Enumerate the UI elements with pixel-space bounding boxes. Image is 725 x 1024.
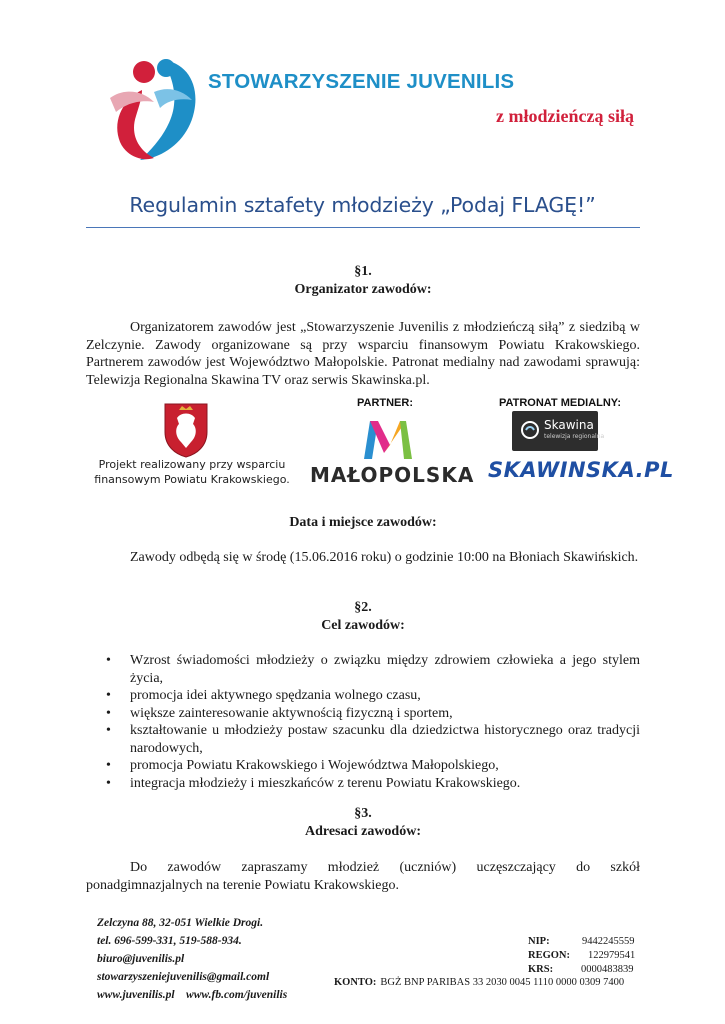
juvenilis-logo [102,50,202,165]
footer-web[interactable]: www.juvenilis.pl www.fb.com/juvenilis [97,989,288,1001]
section1-number: §1. [354,264,372,279]
section3-paragraph [86,859,640,894]
section2-number: §2. [354,600,372,615]
date-place-text: Zawody odbędą się w środę (15.06.2016 roku) o godzinie 10:00 na Błoniach Skawińskich. [130,550,639,565]
powiat-caption-line1: Projekt realizowany przy wsparciu [98,458,286,471]
org-tagline: z młodzieńczą siłą [496,106,634,126]
powiat-caption-line2: finansowym Powiatu Krakowskiego. [94,473,290,486]
konto-label: KONTO: [334,977,377,988]
list-item: • Wzrost świadomości młodzieży o związku między zdrowiem człowieka a jego stylem życia, [106,653,640,686]
org-name: STOWARZYSZENIE JUVENILIS [208,70,515,93]
section2-heading: Cel zawodów: [321,618,405,633]
section1-heading: Organizator zawodów: [294,282,432,297]
goals-list [86,652,640,792]
footer-contact [97,914,287,1004]
tv-swirl-icon [520,420,540,440]
powiat-caption [86,457,298,487]
powiat-crest-icon [163,402,209,458]
list-item: • kształtowanie u młodzieży postaw szacunku dla dziedzictwa historycznego oraz tradycji narodowych, [106,723,640,756]
konto-row [334,972,624,990]
list-item: • promocja idei aktywnego spędzania wolnego czasu, [106,688,421,703]
title-underline [86,227,640,228]
krs-value: 0000483839 [581,964,634,975]
media-patron-label: PATRONAT MEDIALNY: [498,397,621,409]
list-item: • większe zainteresowanie aktywnością fizyczną i sportem, [106,705,453,721]
date-place-heading: Data i miejsce zawodów: [289,515,437,530]
section3-heading: Adresaci zawodów: [304,824,421,839]
nip-label: NIP: [528,936,550,947]
section3-text: Do zawodów zapraszamy młodzież (uczniów) uczęszczający do szkół ponadgimnazjalnych na terenie Powiatu Krakowskiego. [86,860,640,893]
footer-email[interactable]: biuro@juvenilis.pl [97,953,185,965]
section1-paragraph [86,319,640,389]
konto-value: BGŻ BNP PARIBAS 33 2030 0045 1110 0000 0309 7400 [380,977,625,988]
malopolska-mark-icon [362,415,414,461]
regon-label: REGON: [528,950,570,961]
skawina-tv-name: Skawina [544,418,594,432]
section1-text: Organizatorem zawodów jest „Stowarzyszenie Juvenilis z młodzieńczą siłą” z siedzibą w Zelczynie. Zawody organizowane są przy wsparciu finansowym Powiatu Krakowskiego. Partnerem zawodów jest Województwo Małopolskie. Patronat medialny nad zawodami sprawują: Telewizja Regionalna Skawina TV oraz serwis Skawinska.pl. [86,320,640,388]
skawina-tv-subtitle: telewizja regionalna [544,433,605,440]
list-item: • promocja Powiatu Krakowskiego i Województwa Małopolskiego, [106,758,499,773]
nip-value: 9442245559 [582,936,635,947]
footer-phone: tel. 696-599-331, 519-588-934. [97,935,242,947]
partner-label: PARTNER: [356,397,413,409]
regon-value: 122979541 [588,950,636,961]
malopolska-wordmark: MAŁOPOLSKA [310,463,475,487]
list-item: • integracja młodzieży i mieszkańców z terenu Powiatu Krakowskiego. [106,775,521,791]
krs-label: KRS: [528,964,554,975]
skawinska-wordmark: SKAWINSKA.PL [488,458,674,482]
section3-number: §3. [354,806,372,821]
document-title: Regulamin sztafety młodzieży „Podaj FLAGĘ!” [129,193,596,217]
footer-address: Zelczyna 88, 32-051 Wielkie Drogi. [97,917,264,929]
footer-email-gmail[interactable]: stowarzyszeniejuvenilis@gmail.coml [97,971,270,983]
date-place-paragraph [86,549,640,567]
